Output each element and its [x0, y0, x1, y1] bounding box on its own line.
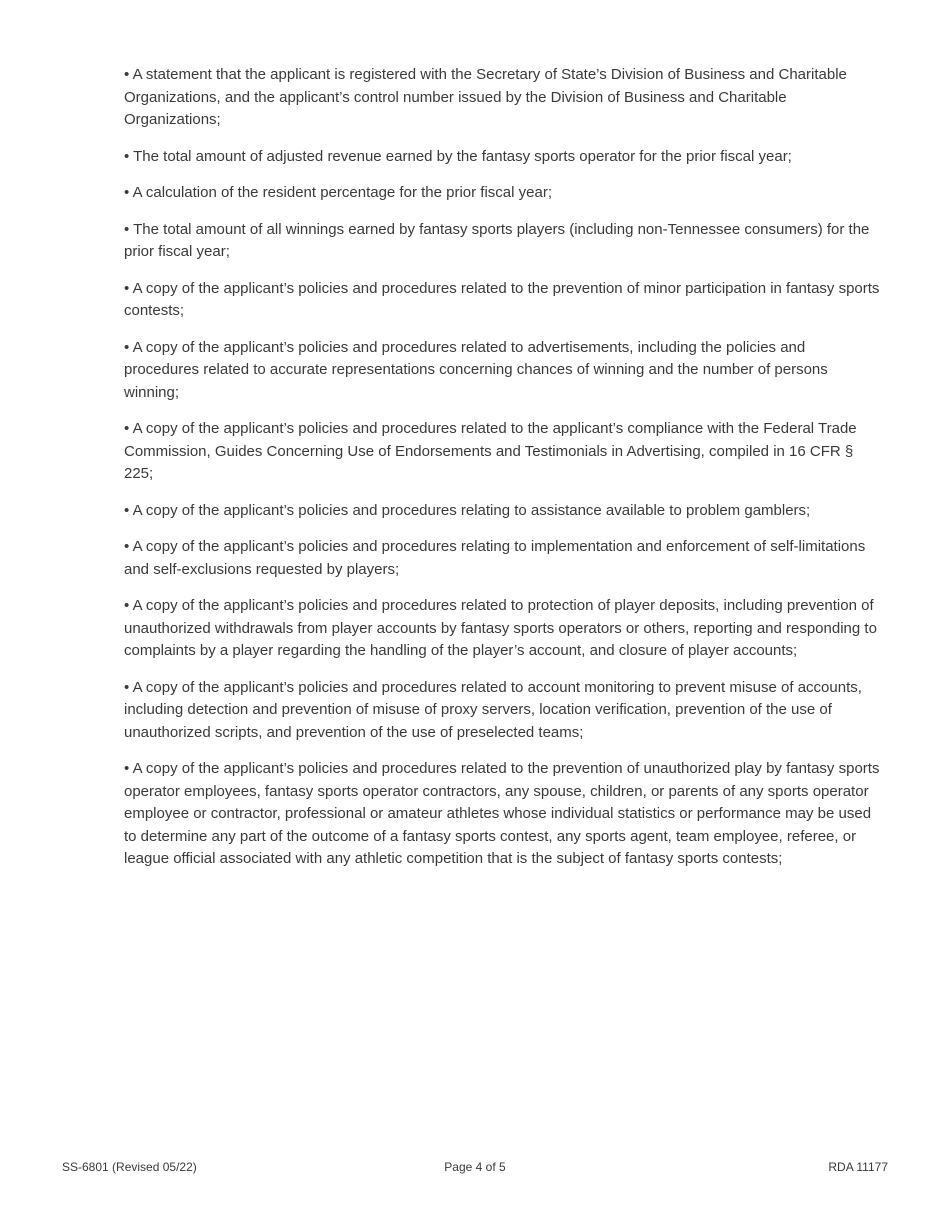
- rda-number: RDA 11177: [828, 1160, 888, 1174]
- bullet-item: • A calculation of the resident percentage for the prior fiscal year;: [124, 184, 552, 201]
- bullet-item: • A copy of the applicant’s policies and procedures related to account monitoring to prevent misuse of accounts, including detection and prevention of misuse of proxy servers, location verification, prevention of the use of unauthorized scripts, and prevention of the use of preselected teams;: [124, 678, 862, 741]
- bullet-item: • A copy of the applicant’s policies and procedures relating to assistance available to problem gamblers;: [124, 501, 811, 519]
- page-number: Page 4 of 5: [444, 1160, 506, 1174]
- bullet-item: • A copy of the applicant’s policies and procedures related to the prevention of minor participation in fantasy sports contests;: [124, 279, 880, 319]
- bullet-item: • A copy of the applicant’s policies and procedures relating to implementation and enforcement of self-limitations and self-exclusions requested by players;: [124, 538, 866, 578]
- bullet-item: • A copy of the applicant’s policies and procedures related to the prevention of unauthorized play by fantasy sports operator employees, fantasy sports operator contractors, any spouse, children, or parents of any sports operator employee or contractor, professional or amateur athletes whose individual statistics or performance may be used to determine any part of the outcome of a fantasy sports contest, any sports agent, team employee, referee, or league official associated with any athletic competition that is the subject of fantasy sports contests;: [124, 760, 880, 867]
- form-number: SS-6801 (Revised 05/22): [62, 1160, 197, 1174]
- bullet-item: • A copy of the applicant’s policies and procedures related to protection of player deposits, including prevention of unauthorized withdrawals from player accounts by fantasy sports operators or others, reporting and responding to complaints by a player regarding the handling of the player’s account, and closure of player accounts;: [124, 597, 877, 659]
- page-footer: [62, 1160, 888, 1174]
- bullet-item: • A copy of the applicant’s policies and procedures related to the applicant’s compliance with the Federal Trade Commission, Guides Concerning Use of Endorsements and Testimonials in Advertising, compiled in 16 CFR § 225;: [124, 420, 857, 482]
- bullet-item: • The total amount of adjusted revenue earned by the fantasy sports operator for the prior fiscal year;: [124, 147, 792, 165]
- bullet-item: • A copy of the applicant’s policies and procedures related to advertisements, including the policies and procedures related to accurate representations concerning chances of winning and the number of persons winning;: [124, 338, 828, 401]
- bullet-item: • A statement that the applicant is registered with the Secretary of State’s Division of Business and Charitable Organizations, and the applicant’s control number issued by the Division of Business and Charitable Organizations;: [124, 66, 847, 128]
- bullet-list: [124, 64, 884, 885]
- bullet-item: • The total amount of all winnings earned by fantasy sports players (including non-Tennessee consumers) for the prior fiscal year;: [124, 220, 870, 260]
